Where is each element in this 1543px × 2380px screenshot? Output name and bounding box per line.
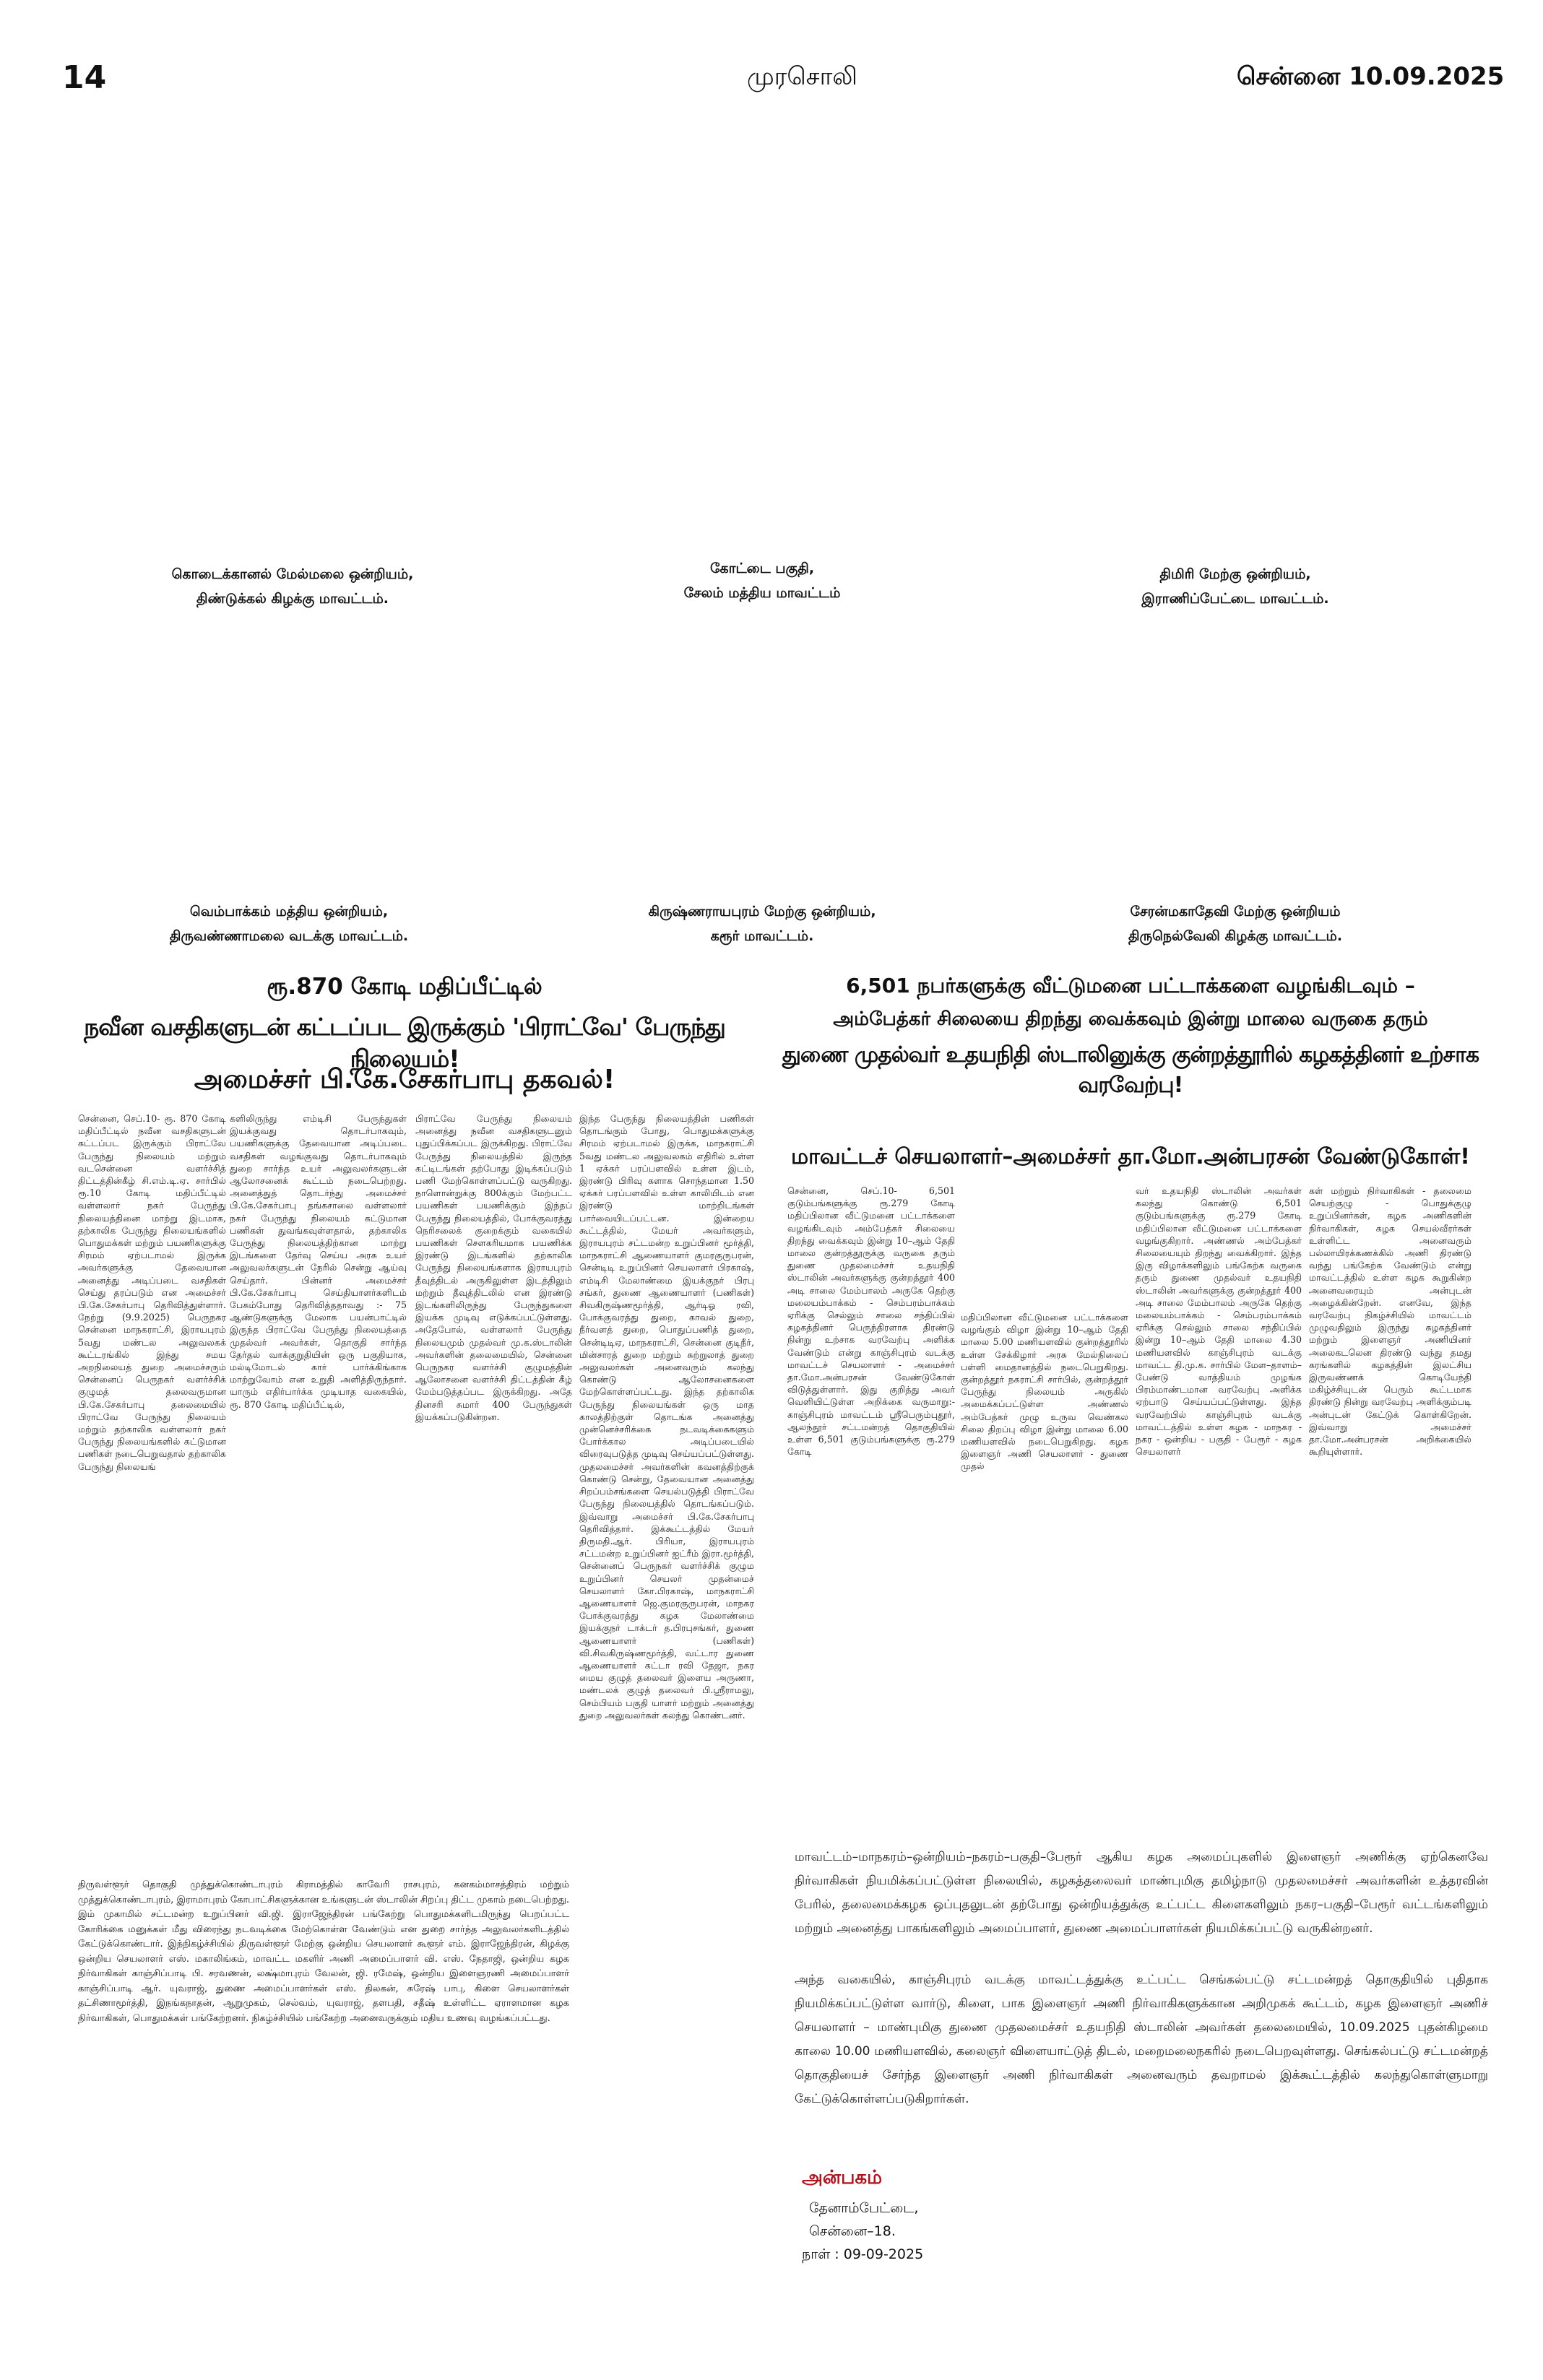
- article-column: களிலிருந்து எம்டிசி பேருந்துகள் இயக்குவது தொடர்பாகவும், பயணிகளுக்கு தேவையான அடிப்படை வசதிகள் வழங்குவது தொடர்பாகவும் துறை சார்ந்த உயர் அலுவலர்களுடன் ஆலோசனைக் கூட்டம் நடைபெற்றது. அனைத்துத் தொடர்ந்து அமைச்சர் பி.கே.சேகர்பாபு தங்கசாலை வள்ளலார் நகர் பேருந்து நிலையம் கட்டுமான பணிகள் துவங்கவுள்ளதால், தற்காலிக பேருந்து நிலையத்திற்கான மாற்று இடங்களை தேர்வு செய்ய அரசு உயர் அலுவலர்களுடன் நேரில் சென்று ஆய்வு செய்தார். பின்னர் அமைச்சர் பி.கே.சேகர்பாபு செய்தியாளர்களிடம் பேசும்போது தெரிவித்ததாவது :- 75 ஆண்டுகளுக்கு மேலாக பயன்பாட்டில் இருந்த பிராட்வே பேருந்து நிலையத்தை முதல்வர் அவர்கள், தொகுதி சார்ந்த தேர்தல் வாக்குறுதியின் ஒரு பகுதியாக, மல்டிமோடல் கார் பார்க்கிங்காக மாற்றுவோம் என உறுதி அளித்திருந்தார். யாரும் எதிர்பார்க்க முடியாத வகையில், ரூ. 870 கோடி மதிப்பீட்டில்,: [230, 1113, 407, 1410]
- article-headline: நவீன வசதிகளுடன் கட்டப்பட இருக்கும் 'பிராட்வே' பேருந்து நிலையம்!: [84, 1013, 725, 1073]
- page-number: 14: [62, 59, 107, 96]
- photo-caption: கோட்டை பகுதி, சேலம் மத்திய மாவட்டம்: [683, 561, 841, 601]
- article-kicker: ரூ.870 கோடி மதிப்பீட்டில்: [267, 974, 543, 1000]
- article-column: இந்த பேருந்து நிலையத்தின் பணிகள் தொடங்கும் போது, பொதுமக்களுக்கு சிரமம் ஏற்படாமல் இருக்க, மாநகராட்சி 5வது மண்டல அலுவலகம் எதிரில் உள்ள 1 ஏக்கர் பரப்பளவில் உள்ள இடம், இரண்டு பிரிவு களாக சொந்தமான 1.50 ஏக்கர் பரப்பளவில் உள்ள காலியிடம் என இரண்டு மாற்றிடங்கள் பார்வையிடப்பட்டன. இன்றைய கூட்டத்தில், மேயர் அவர்களும், இராயபுரம் சட்டமன்ற உறுப்பினர் மூர்த்தி, மாநகராட்சி ஆணையாளர் குமரகுருபரன், சென்டிடி உறுப்பினர் செயலாளர் பிரகாஷ், எம்டிசி மேலாண்மை இயக்குநர் பிரபு சங்கர், துணை ஆணையாளர் (பணிகள்) சிவகிருஷ்ணமூர்த்தி, ஆர்டிஓ ரவி, போக்குவரத்து துறை, காவல் துறை, நீர்வளத் துறை, பொதுப்பணித் துறை, சென்டிடிஏ, மாநகராட்சி, சென்னை குடிநீர், மின்சாரத் துறை மற்றும் சுற்றுலாத் துறை அலுவலர்கள் அனைவரும் கலந்து கொண்டு ஆலோசனைகளை மேற்கொள்ளப்பட்டது. இந்த தற்காலிக பேருந்து நிலையங்கள் ஒரு மாத காலத்திற்குள் தொடங்க அனைத்து முன்னெச்சரிக்கை நடவடிக்கைகளும் போர்க்கால அடிப்படையில் விரைவுபடுத்த முடிவு செய்யப்பட்டுள்ளது. முதலமைச்சர் அவர்களின் கவனத்திற்குக் கொண்டு சென்று, தேவையான அனைத்து சிறப்பம்சங்களை செயல்படுத்தி பிராட்வே பேருந்து நிலையத்தில் தொடங்கப்படும். இவ்வாறு அமைச்சர் பி.கே.சேகர்பாபு தெரிவித்தார். இக்கூட்டத்தில் மேயர் திருமதி.ஆர். பிரியா, இராயபுரம் சட்டமன்ற உறுப்பினர் ஐட்ரீம் இரா.மூர்த்தி, சென்னைப் பெருநகர் வளர்ச்சிக் குழும உறுப்பினர் செயலர் முதன்மைச் செயலாளர் கோ.பிரகாஷ், மாநகராட்சி ஆணையாளர் ஜெ.குமரகுருபரன், மாநகர போக்குவரத்து கழக மேலாண்மை இயக்குநர் டாக்டர் த.பிரபுசங்கர், துணை ஆணையாளர் (பணிகள்) வி.சிவகிருஷ்ணமூர்த்தி, வட்டார துணை ஆணையாளர் கட்டா ரவி தேஜா, நகர மைய குழுத் தலைவர் இளைய அருணா, மண்டலக் குழுத் தலைவர் பி.ஸ்ரீராமலு, செம்பியம் பகுதி யாளர் மற்றும் அனைத்து துறை அலுவலர்கள் கலந்து கொண்டனர்.: [579, 1113, 754, 1721]
- event-report: திருவள்ளூர் தொகுதி முத்துக்கொண்டாபுரம் கிராமத்தில் காவேரி ராசபுரம், கனகம்மாசத்திரம் மற்றும் முத்துக்கொண்டாபுரம், இராமாபுரம் கோபாட்சிகளுக்கான உங்களுடன் ஸ்டாலின் சிறப்பு திட்ட முகாம் நடைபெற்றது. இம் முகாமில் சட்டமன்ற உறுப்பினர் வி.ஜி. இராஜேந்திரன் பங்கேற்று பொதுமக்களிடமிருந்து பெறப்பட்ட கோரிக்கை மனுக்கள் மீது விரைந்து நடவடிக்கை மேற்கொள்ள வேண்டும் என துறை சார்ந்த அலுவலர்களிடத்தில் கேட்டுக்கொண்டார். இந்நிகழ்ச்சியில் திருவள்ளூர் மேற்கு ஒன்றிய செயலாளர் கூளூர் எம். இராஜேந்திரன், கிழக்கு ஒன்றிய செயலாளர் எஸ். மகாலிங்கம், மாவட்ட மகளிர் அணி அமைப்பாளர் வி. எஸ். நேதாஜி, ஒன்றிய கழக நிர்வாகிகள் காஞ்சிப்பாடி பி. சரவணன், லக்ஷ்மாபுரம் வேலன், ஜி. ரமேஷ், ஒன்றிய இளைஞரணி அமைப்பாளர் காஞ்சிப்பாடி ஆர். யுவராஜ், துணை அமைப்பாளர்கள் எஸ். திலகன், சுரேஷ் பாபு, கிளை செயலாளர்கள் தட்சிணாமூர்த்தி, இநங்கநாதன், ஆறுமுகம், செல்வம், யுவராஜ், தளபதி, சதீஷ் உள்ளிட்ட ஏராளமான கழக நிர்வாகிகள், பொதுமக்கள் பங்கேற்றனர். நிகழ்ச்சியில் பங்கேற்ற அனைவருக்கும் மதிய உணவு வழங்கப்பட்டது.: [78, 1879, 569, 2024]
- article-subhead: மாவட்டச் செயலாளர்–அமைச்சர் தா.மோ.அன்பரசன் வேண்டுகோள்!: [791, 1144, 1470, 1169]
- article-column: வர் உதயநிதி ஸ்டாலின் அவர்கள் கலந்து கொண்டு 6,501 குடும்பங்களுக்கு ரூ.279 கோடி மதிப்பிலான வீட்டுமனை பட்டாக்களை வழங்குகிறார். அண்ணல் அம்பேத்கர் சிலையையும் திறந்து வைக்கிறார். இந்த இரு விழாக்களிலும் பங்கேற்க வருகை தரும் துணை முதல்வர் உதயநிதி ஸ்டாலின் அவர்களுக்கு குன்றத்தூர் 400 அடி சாலை மேம்பாலம் அருகே தெற்கு மலையம்பாக்கம் - செம்பரம்பாக்கம் ஏரிக்கு செல்லும் சாலை சந்திப்பில் இன்று 10–ஆம் தேதி மாலை 4.30 மணியளவில் காஞ்சிபுரம் வடக்கு மாவட்ட தி.மு.க. சார்பில் மேள–தாளம்–பேண்டு வாத்தியம் முழங்க பிரம்மாண்டமான வரவேற்பு அளிக்க ஏற்பாடு செய்யப்பட்டுள்ளது. இந்த வரவேற்பில் காஞ்சிபுரம் வடக்கு மாவட்டத்தில் உள்ள கழக - மாநகர - நகர - ஒன்றிய - பகுதி - பேரூர் - கழக செயலாளர்: [1136, 1185, 1302, 1458]
- signature-date: நாள் : 09-09-2025: [802, 2246, 924, 2262]
- signature-address: தேனாம்பேட்டை,: [809, 2200, 919, 2216]
- article-column: கள் மற்றும் நிர்வாகிகள் - தலைமை செயற்குழு - பொதுக்குழு உறுப்பினர்கள், கழக அணிகளின் நிர்வாகிகள், கழக செயல்வீரர்கள் உள்ளிட்ட அனைவரும் பல்லாயிரக்கணக்கில் அணி திரண்டு வந்து பங்கேற்க வேண்டும் என்று மாவட்டத்தில் உள்ள கழக கூறுகின்ற அனைவரையும் அன்புடன் அழைக்கின்றேன். எனவே, இந்த வரவேற்பு நிகழ்ச்சியில் மாவட்டம் முழுவதிலும் இருந்து கழகத்தினர் மற்றும் இளைஞர் அணியினர் அலைகடலென திரண்டு வந்து தமது கரங்களில் கழகத்தின் இலட்சிய இருவண்ணக் கொடியேந்தி மகிழ்ச்சியுடன் பெரும் கூட்டமாக திரண்டு நின்று வரவேற்பு அளிக்கும்படி அன்புடன் கேட்டுக் கொள்கிறேன். இவ்வாறு அமைச்சர் தா.மோ.அன்பரசன் அறிக்கையில் கூறியுள்ளார்.: [1309, 1185, 1471, 1458]
- notice-paragraph: மாவட்டம்–மாநகரம்–ஒன்றியம்–நகரம்–பகுதி–பேரூர் ஆகிய கழக அமைப்புகளில் இளைஞர் அணிக்கு ஏற்கெனவே நிர்வாகிகள் நியமிக்கப்பட்டுள்ள நிலையில், கழகத்தலைவர் மாண்புமிகு தமிழ்நாடு முதலமைச்சர் அவர்களின் உத்தரவின் பேரில், தலைமைக்கழக ஒப்புதலுடன் தற்போது ஒன்றியத்துக்கு உட்பட்ட கிளைகளிலும் நகர–பகுதி–பேரூர் வட்டங்களிலும் மற்றும் அனைத்து பாகங்களிலும் அமைப்பாளர், துணை அமைப்பாளர்கள் நியமிக்கப்பட்டு வருகின்றனர்.: [795, 1850, 1488, 1936]
- article-kicker-line-2: அம்பேத்கர் சிலையை திறந்து வைக்கவும் இன்று மாலை வருகை தரும்: [833, 1008, 1428, 1030]
- photo-caption: திமிரி மேற்கு ஒன்றியம், இராணிப்பேட்டை மாவட்டம்.: [1141, 566, 1329, 607]
- edition-date: சென்னை 10.09.2025: [1237, 62, 1505, 91]
- notice-paragraph: அந்த வகையில், காஞ்சிபுரம் வடக்கு மாவட்டத்துக்கு உட்பட்ட செங்கல்பட்டு சட்டமன்றத் தொகுதியில் புதிதாக நியமிக்கப்பட்டுள்ள வார்டு, கிளை, பாக இளைஞர் அணி நிர்வாகிகளுக்கான அறிமுகக் கூட்டம், கழக இளைஞர் அணிச் செயலாளர் – மாண்புமிகு துணை முதலமைச்சர் உதயநிதி ஸ்டாலின் அவர்கள் தலைமையில், 10.09.2025 புதன்கிழமை காலை 10.00 மணியளவில், கலைஞர் விளையாட்டுத் திடல், மறைமலைநகரில் நடைபெறவுள்ளது. செங்கல்பட்டு சட்டமன்றத் தொகுதியைச் சேர்ந்த இளைஞர் அணி நிர்வாகிகள் அனைவரும் தவறாமல் இக்கூட்டத்தில் கலந்துகொள்ளுமாறு கேட்டுக்கொள்ளப்படுகிறார்கள்.: [795, 1973, 1488, 2106]
- article-subhead: அமைச்சர் பி.கே.சேகர்பாபு தகவல்!: [194, 1065, 615, 1094]
- article-column: சென்னை, செப்.10- 6,501 குடும்பங்களுக்கு ரூ.279 கோடி மதிப்பிலான வீட்டுமனை பட்டாக்களை வழங்கிடவும் அம்பேத்கர் சிலையை திறந்து வைக்கவும் இன்று 10–ஆம் தேதி மாலை குன்றத்தூருக்கு வருகை தரும் துணை முதலமைச்சர் உதயநிதி ஸ்டாலின் அவர்களுக்கு குன்றத்தூர் 400 அடி சாலை மேம்பாலம் அருகே தெற்கு மலையம்பாக்கம் - செம்பரம்பாக்கம் ஏரிக்கு செல்லும் சாலை சந்திப்பில் கழகத்தினர் பெருந்திரளாக திரண்டு நின்று உற்சாக வரவேற்பு அளிக்க வேண்டும் என்று காஞ்சிபுரம் வடக்கு மாவட்டச் செயலாளர் - அமைச்சர் தா.மோ.அன்பரசன் வேண்டுகோள் விடுத்துள்ளார். இது குறித்து அவர் வெளியிட்டுள்ள அறிக்கை வருமாறு:- காஞ்சிபுரம் மாவட்டம் ஸ்ரீபெரும்புதூர், ஆலந்தூர் சட்டமன்றத் தொகுதியில் உள்ள 6,501 குடும்பங்களுக்கு ரூ.279 கோடி: [787, 1185, 955, 1458]
- article-headline: துணை முதல்வர் உதயநிதி ஸ்டாலினுக்கு குன்றத்தூரில் கழகத்தினர் உற்சாக வரவேற்பு!: [782, 1042, 1479, 1098]
- photo-caption: கொடைக்கானல் மேல்மலை ஒன்றியம், திண்டுக்கல் கிழக்கு மாவட்டம்.: [171, 566, 414, 607]
- article-column: பிராட்வே பேருந்து நிலையம் அனைத்து நவீன வசதிகளுடனும் புதுப்பிக்கப்பட இருக்கிறது. பிராட்வே பேருந்து நிலையத்தில் இருந்த கட்டிடங்கள் தற்போது இடிக்கப்படும் பணி மேற்கொள்ளப்பட்டு வருகிறது. நாளொன்றுக்கு 800க்கும் மேற்பட்ட பயணிகள் பயணிக்கும் இந்தப் பேருந்து நிலையத்தில், போக்குவரத்து நெரிசலைக் குறைக்கும் வகையில் பயணிகள் சௌகரியமாக பயணிக்க இரண்டு இடங்களில் தற்காலிக பேருந்து நிலையங்களாக இராயபுரம் தீவுத்திடல் அருகிலுள்ள இடத்திலும் மற்றும் தீவுத்திடலில் என இரண்டு இடங்களிலிருந்து பேருந்துகளை இயக்க முடிவு எடுக்கப்பட்டுள்ளது. அதேபோல், வள்ளலார் பேருந்து நிலையமும் முதல்வர் மு.க.ஸ்டாலின் அவர்களின் தலைமையில், சென்னை பெருநகர வளர்ச்சி குழுமத்தின் ஆலோசனை வளர்ச்சி திட்டத்தின் கீழ் மேம்படுத்தப்பட இருக்கிறது. அதே தினசரி சுமார் 400 பேருந்துகள் இயக்கப்படுகின்றன.: [415, 1113, 572, 1422]
- newspaper-name: முரசொலி: [747, 62, 857, 91]
- signature-city: சென்னை–18.: [809, 2223, 896, 2239]
- article-column: மதிப்பிலான வீட்டுமனை பட்டாக்களை வழங்கும் விழா இன்று 10–ஆம் தேதி மாலை 5.00 மணியளவில் குன்றத்தூரில் உள்ள சேக்கிழார் அரசு மேல்நிலைப் பள்ளி மைதானத்தில் நடைபெறுகிறது. குன்றத்தூர் நகராட்சி சார்பில், குன்றத்தூர் பேருந்து நிலையம் அருகில் அமைக்கப்பட்டுள்ள அண்ணல் அம்பேத்கர் முழு உருவ வெண்கல சிலை திறப்பு விழா இன்று மாலை 6.00 மணியளவில் நடைபெறுகிறது. கழக இளைஞர் அணி செயலாளர் - துணை முதல்: [961, 1312, 1128, 1472]
- photo-caption: கிருஷ்ணராயபுரம் மேற்கு ஒன்றியம், கரூர் மாவட்டம்.: [648, 904, 876, 944]
- signature-title: அன்பகம்: [802, 2167, 883, 2189]
- photo-caption: வெம்பாக்கம் மத்திய ஒன்றியம், திருவண்ணாமலை வடக்கு மாவட்டம்.: [169, 904, 409, 944]
- photo-caption: சேரன்மகாதேவி மேற்கு ஒன்றியம் திருநெல்வேலி கிழக்கு மாவட்டம்.: [1128, 904, 1343, 944]
- article-column: சென்னை, செப்.10- ரூ. 870 கோடி மதிப்பீட்டில் நவீன வசதிகளுடன் கட்டப்பட இருக்கும் பிராட்வே பேருந்து நிலையம் மற்றும் வடசென்னை வளர்ச்சித் திட்டத்தின்கீழ் சி.எம்.டி.ஏ. சார்பில் ரூ.10 கோடி மதிப்பீட்டில் வள்ளலார் நகர் பேருந்து நிலையத்தினை மாற்று இடமாக, தற்காலிக பேருந்து நிலையங்களில் பொதுமக்கள் மற்றும் பயணிகளுக்கு சிரமம் ஏற்படாமல் இருக்க அவர்களுக்கு தேவையான அனைத்து அடிப்படை வசதிகள் செய்து தரப்படும் என அமைச்சர் பி.கே.சேகர்பாபு தெரிவித்துள்ளார். நேற்று (9.9.2025) பெருநகர சென்னை மாநகராட்சி, இராயபுரம் 5வது மண்டல அலுவலகக் கூட்டரங்கில் இந்து சமய அறநிலையத் துறை அமைச்சரும் சென்னைப் பெருநகர் வளர்ச்சிக் குழுமத் தலைவருமான பி.கே.சேகர்பாபு தலைமையில் பிராட்வே பேருந்து நிலையம் மற்றும் தற்காலிக வள்ளலார் நகர் பேருந்து நிலையங்களில் கட்டுமான பணிகள் நடைபெறுவதால் தற்காலிக பேருந்து நிலையங்: [78, 1113, 226, 1472]
- article-kicker: 6,501 நபர்களுக்கு வீட்டுமனை பட்டாக்களை வழங்கிடவும் –: [846, 974, 1415, 998]
